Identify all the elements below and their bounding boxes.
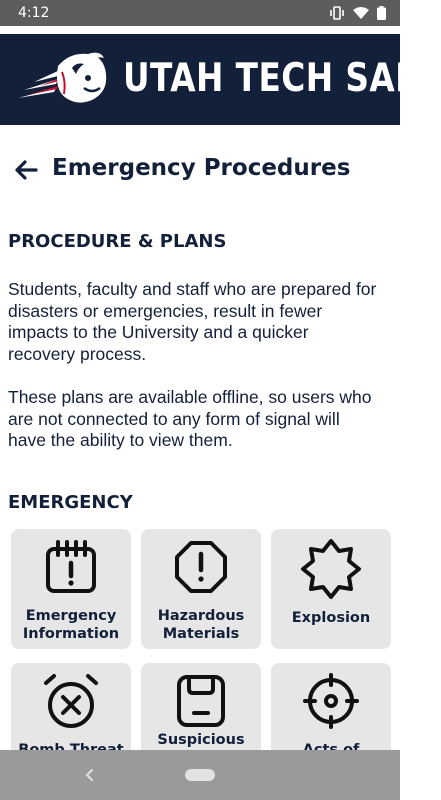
- tile-emergency-information[interactable]: [11, 529, 131, 649]
- system-nav-bar: [0, 750, 400, 800]
- bison-logo-icon: [14, 48, 118, 110]
- explosion-icon: [299, 537, 363, 601]
- octagon-alert-icon: [171, 537, 231, 597]
- arrow-left-icon: [14, 160, 38, 180]
- procedures-paragraph-2: These plans are available offline, so users who are not connected to any form of signal will have the ability to view them.: [8, 387, 372, 451]
- status-icons: [329, 6, 386, 20]
- back-button[interactable]: [12, 156, 40, 184]
- alarm-clock-x-icon: [40, 671, 102, 733]
- wifi-icon: [353, 6, 369, 20]
- status-time: 4:12: [18, 5, 50, 21]
- emergency-grid: [11, 529, 393, 783]
- page-header: [0, 150, 400, 190]
- brand-title: UTAH TECH SAFE: [123, 56, 441, 101]
- nav-home-pill[interactable]: [185, 769, 215, 781]
- procedures-paragraph-1: Students, faculty and staff who are prepared for disasters or emergencies, result in fewer impacts to the University and a quicker recovery process.: [8, 279, 377, 365]
- status-bar: [0, 0, 400, 26]
- tile-label: Explosion: [291, 610, 371, 626]
- chevron-left-icon: [84, 768, 94, 782]
- tile-hazardous-materials[interactable]: [141, 529, 261, 649]
- battery-icon: [377, 6, 386, 20]
- page-title: Emergency Procedures: [52, 155, 351, 181]
- nav-back-button[interactable]: [80, 766, 98, 784]
- emergency-heading: EMERGENCY: [8, 492, 133, 513]
- app-banner: [0, 34, 441, 125]
- package-icon: [171, 671, 231, 731]
- tile-label: Suspicious: [157, 732, 245, 748]
- tile-label: Hazardous Materials: [157, 608, 245, 642]
- tile-explosion[interactable]: [271, 529, 391, 649]
- vibrate-icon: [329, 6, 345, 20]
- tile-label: Emergency Information: [22, 608, 120, 642]
- crosshair-icon: [301, 671, 361, 731]
- calendar-alert-icon: [41, 537, 101, 597]
- procedures-heading: PROCEDURE & PLANS: [8, 231, 227, 252]
